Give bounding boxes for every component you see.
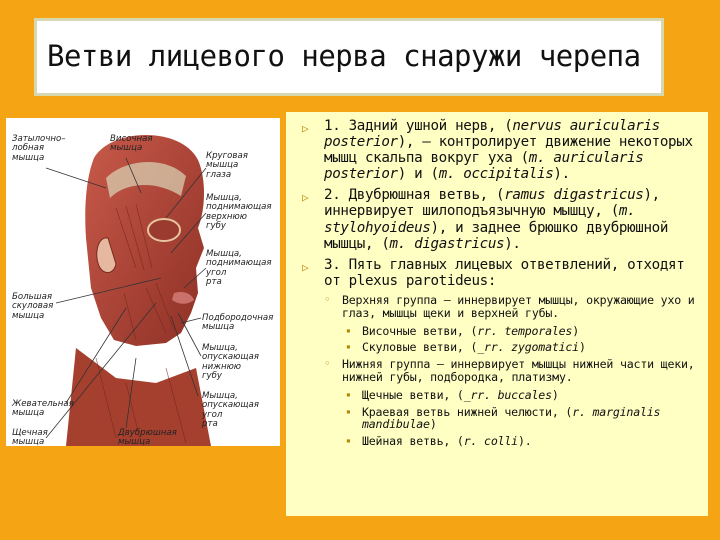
label-masseter: Жевательная мышца <box>12 399 74 419</box>
sub-sub-list-item: ▪ Скуловые ветви, (_rr. zygomatici) <box>346 340 586 355</box>
slide-title: Ветви лицевого нерва снаружи черепа <box>47 39 641 73</box>
anatomy-figure <box>6 118 280 446</box>
label-mentalis: Подбородочная мышца <box>202 313 274 333</box>
label-orbicularis-oculi: Круговая мышца глаза <box>206 151 248 180</box>
label-buccinator: Щечная мышца <box>12 428 48 446</box>
square-marker-icon: ▪ <box>346 436 351 446</box>
label-levator-anguli-oris: Мышца, поднимающая угол рта <box>206 249 272 288</box>
sub-sub-list-item: ▪ Шейная ветвь, (r. colli). <box>346 434 532 449</box>
sub-list-item: ◦ Верхняя группа — иннервирует мышцы, окружающие ухо и глаз, мышцы щеки и верхней губы. <box>324 292 695 320</box>
label-depressor-labii: Мышца, опускающая нижнюю губу <box>202 343 259 382</box>
label-levator-labii: Мышца, поднимающая верхнюю губу <box>206 193 272 232</box>
label-temporal-muscle: Височная мышца <box>110 134 153 154</box>
square-marker-icon: ▪ <box>346 406 351 416</box>
square-marker-icon: ▪ <box>346 389 351 399</box>
square-marker-icon: ▪ <box>346 325 351 335</box>
arrow-marker-icon: ▷ <box>302 260 309 274</box>
list-item: ▷ 1. Задний ушной нерв, (nervus auricularis posterior), — контролирует движение некоторых мышц скальпа вокруг уха (m. auricularis posterior) и (m. occipitalis). <box>302 118 693 183</box>
title-box <box>34 18 664 96</box>
label-zygomaticus-major: Большая скуловая мышца <box>12 292 54 321</box>
eye-region <box>148 219 180 241</box>
label-occipitofrontal-muscle: Затылочно– лобная мышца <box>12 134 66 163</box>
arrow-marker-icon: ▷ <box>302 122 309 135</box>
list-item: ▷ 3. Пять главных лицевых ответвлений, отходят от plexus parotideus: <box>302 256 685 289</box>
sub-list-item: ◦ Нижняя группа — иннервирует мышцы нижней части щеки, нижней губы, подбородка, платизму. <box>324 357 695 384</box>
sub-sub-list-item: ▪ Краевая ветвь нижней челюсти, (r. marginalis mandibulae) <box>346 404 661 432</box>
label-depressor-anguli-oris: Мышца, опускающая угол рта <box>202 391 259 430</box>
circle-marker-icon: ◦ <box>324 292 331 306</box>
sub-sub-list-item: ▪ Височные ветви, (rr. temporales) <box>346 323 579 338</box>
list-item: ▷ 2. Двубрюшная ветвь, (ramus digastricus), иннервирует шилоподъязычную мышцу, (m. stylohyoideus), и заднее брюшко двубрюшной мышцы, (m. digastricus). <box>302 187 669 252</box>
square-marker-icon: ▪ <box>346 342 351 352</box>
bullet-list <box>300 118 704 452</box>
circle-marker-icon: ◦ <box>324 357 331 371</box>
sub-sub-list-item: ▪ Щечные ветви, (_rr. buccales) <box>346 387 559 402</box>
arrow-marker-icon: ▷ <box>302 191 309 205</box>
label-digastric: Двубрюшная мышца <box>118 428 177 446</box>
